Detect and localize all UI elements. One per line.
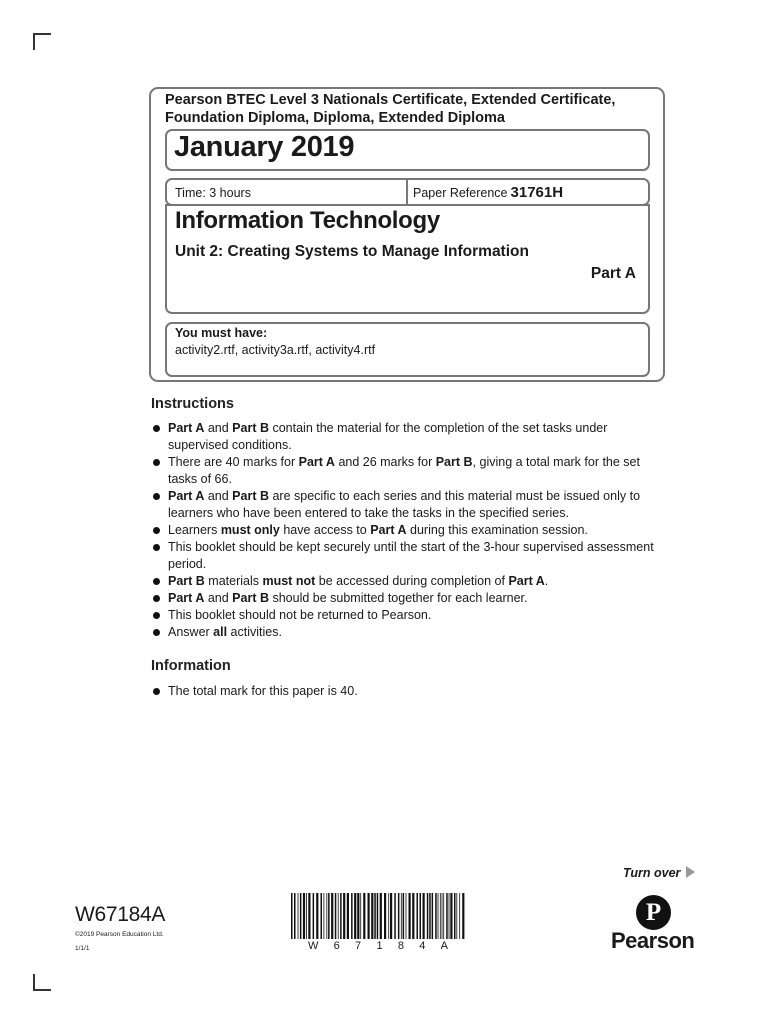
barcode-bar	[363, 893, 365, 939]
text-run: and	[204, 489, 233, 503]
unit-title: Unit 2: Creating Systems to Manage Information	[175, 243, 529, 260]
barcode-digit: 8	[397, 940, 404, 952]
list-item	[151, 590, 661, 607]
information-list	[151, 683, 661, 700]
list-item	[151, 454, 661, 488]
barcode-digit: 1	[376, 940, 383, 952]
barcode-image	[291, 893, 465, 939]
text-run: , giving a total mark for the set tasks of 66.	[168, 455, 640, 486]
barcode-bar	[338, 893, 339, 939]
barcode-digit: W	[308, 940, 319, 952]
barcode-bar	[394, 893, 396, 939]
barcode-bar	[351, 893, 353, 939]
barcode-digit: 4	[419, 940, 426, 952]
text-run: and	[204, 421, 233, 435]
text-run: during this examination session.	[406, 523, 588, 537]
crop-mark-bottom-left-horizontal	[33, 989, 51, 991]
barcode-bar	[328, 893, 330, 939]
barcode-bar	[343, 893, 345, 939]
list-item	[151, 624, 661, 641]
bold-text: Part A	[370, 523, 407, 537]
turn-over-arrow-icon	[686, 866, 695, 878]
bold-text: Part B	[232, 421, 269, 435]
subject-title: Information Technology	[175, 207, 440, 234]
barcode-bar	[459, 893, 460, 939]
barcode-bar	[390, 893, 392, 939]
paper-meta-divider	[406, 180, 408, 204]
text-run: are specific to each series and this material must be issued only to learners who have been entered to take the tasks in the specified series.	[168, 489, 641, 520]
barcode-bar	[462, 893, 464, 939]
list-item	[151, 573, 661, 590]
list-item	[151, 488, 661, 522]
barcode-bar	[388, 893, 389, 939]
barcode-bar	[377, 893, 379, 939]
list-item	[151, 539, 661, 573]
barcode-bar	[409, 893, 411, 939]
barcode-bar	[368, 893, 370, 939]
barcode-bar	[398, 893, 400, 939]
bold-text: all	[213, 625, 228, 639]
barcode-digit: 7	[355, 940, 362, 952]
barcode-bar	[449, 893, 450, 939]
text-run: contain the material for the completion of the set tasks under supervised conditions.	[168, 421, 608, 452]
pearson-logo-text: Pearson	[611, 928, 695, 953]
text-run: materials	[204, 574, 263, 588]
bullet-icon	[153, 493, 160, 500]
barcode-bar	[291, 893, 293, 939]
barcode-bar	[401, 893, 402, 939]
bold-text: Part B	[232, 591, 269, 605]
barcode-bar	[454, 893, 456, 939]
bullet-icon	[153, 527, 160, 534]
information-heading: Information	[151, 658, 231, 674]
barcode-bar	[438, 893, 439, 939]
barcode-bar	[321, 893, 323, 939]
barcode-bar	[423, 893, 425, 939]
barcode-bar	[406, 893, 407, 939]
text-run: The total mark for this paper is 40.	[168, 684, 358, 698]
barcode-bar	[412, 893, 414, 939]
bullet-icon	[153, 612, 160, 619]
bold-text: must not	[262, 574, 316, 588]
text-run: and	[204, 591, 233, 605]
qualification-title: Pearson BTEC Level 3 Nationals Certificate, Extended Certificate, Foundation Diploma, Diploma, Extended Diploma	[165, 92, 616, 126]
time-allowed: Time: 3 hours	[175, 186, 251, 200]
barcode-bar	[340, 893, 342, 939]
barcode-bar	[420, 893, 422, 939]
list-item	[151, 420, 661, 454]
bold-text: Part A	[508, 574, 545, 588]
barcode-bar	[306, 893, 307, 939]
barcode-bar	[357, 893, 359, 939]
barcode-bar	[294, 893, 296, 939]
barcode-bar	[456, 893, 457, 939]
bold-text: must only	[220, 523, 280, 537]
barcode-bar	[427, 893, 429, 939]
list-item	[151, 607, 661, 624]
bullet-icon	[153, 595, 160, 602]
barcode-bar	[440, 893, 441, 939]
part-label: Part A	[590, 265, 636, 282]
list-item	[151, 522, 661, 539]
text-run: This booklet should not be returned to Pearson.	[168, 608, 432, 622]
barcode-bar	[303, 893, 305, 939]
list-item	[151, 683, 661, 700]
paper-reference-label: Paper Reference	[413, 186, 508, 200]
barcode-bar	[417, 893, 419, 939]
bold-text: Part B	[168, 574, 205, 588]
instructions-heading: Instructions	[151, 396, 234, 412]
text-run: .	[544, 574, 549, 588]
session-date: January 2019	[174, 131, 355, 163]
barcode-bar	[354, 893, 356, 939]
barcode-bar	[326, 893, 327, 939]
barcode-bar	[432, 893, 434, 939]
bullet-icon	[153, 425, 160, 432]
barcode-digit: A	[440, 940, 448, 952]
barcode-bar	[313, 893, 315, 939]
bold-text: Part B	[435, 455, 473, 469]
barcode-bar	[446, 893, 448, 939]
barcode-bar	[335, 893, 337, 939]
paper-reference	[413, 184, 563, 201]
paper-code: W67184A	[75, 903, 166, 926]
barcode-bar	[380, 893, 382, 939]
bold-text: Part A	[168, 421, 205, 435]
text-run: activities.	[227, 625, 282, 639]
turn-over-label: Turn over	[623, 866, 681, 880]
bold-text: Part A	[298, 455, 335, 469]
barcode-bar	[308, 893, 310, 939]
bullet-icon	[153, 629, 160, 636]
bold-text: Part B	[232, 489, 269, 503]
crop-mark-top-left-vertical	[33, 33, 35, 50]
instructions-list	[151, 420, 661, 641]
barcode-bar	[331, 893, 333, 939]
barcode-bar	[300, 893, 302, 939]
copyright: ©2019 Pearson Education Ltd.	[75, 931, 164, 938]
bullet-icon	[153, 544, 160, 551]
barcode-bar	[347, 893, 349, 939]
barcode-digits	[308, 940, 448, 952]
barcode-bar	[450, 893, 452, 939]
text-run: be accessed during completion of	[315, 574, 509, 588]
barcode-bar	[403, 893, 405, 939]
bullet-icon	[153, 578, 160, 585]
text-run: Learners	[168, 523, 221, 537]
bullet-icon	[153, 688, 160, 695]
text-run: and 26 marks for	[334, 455, 436, 469]
text-run: should be submitted together for each learner.	[269, 591, 528, 605]
barcode-bar	[324, 893, 325, 939]
barcode-bar	[298, 893, 299, 939]
bold-text: Part A	[168, 591, 205, 605]
barcode-bar	[316, 893, 318, 939]
barcode-bar	[435, 893, 437, 939]
barcode-bar	[360, 893, 361, 939]
barcode-digit: 6	[333, 940, 340, 952]
barcode-bar	[384, 893, 386, 939]
bold-text: Part A	[168, 489, 205, 503]
barcode-bar	[371, 893, 373, 939]
text-run: This booklet should be kept securely until the start of the 3-hour supervised assessment period.	[168, 540, 654, 571]
issue-number: 1/1/1	[75, 945, 90, 952]
bullet-icon	[153, 459, 160, 466]
crop-mark-top-left-horizontal	[33, 33, 51, 35]
text-run: Answer	[168, 625, 214, 639]
must-have-files: activity2.rtf, activity3a.rtf, activity4.rtf	[175, 343, 376, 357]
barcode-bar	[429, 893, 431, 939]
text-run: There are 40 marks for	[168, 455, 299, 469]
barcode-bar	[374, 893, 376, 939]
pearson-logo-letter: P	[645, 899, 662, 926]
text-run: have access to	[279, 523, 371, 537]
barcode-bar	[442, 893, 443, 939]
barcode-bar	[443, 893, 444, 939]
paper-reference-code: 31761H	[510, 184, 564, 201]
must-have-label: You must have:	[175, 326, 268, 340]
